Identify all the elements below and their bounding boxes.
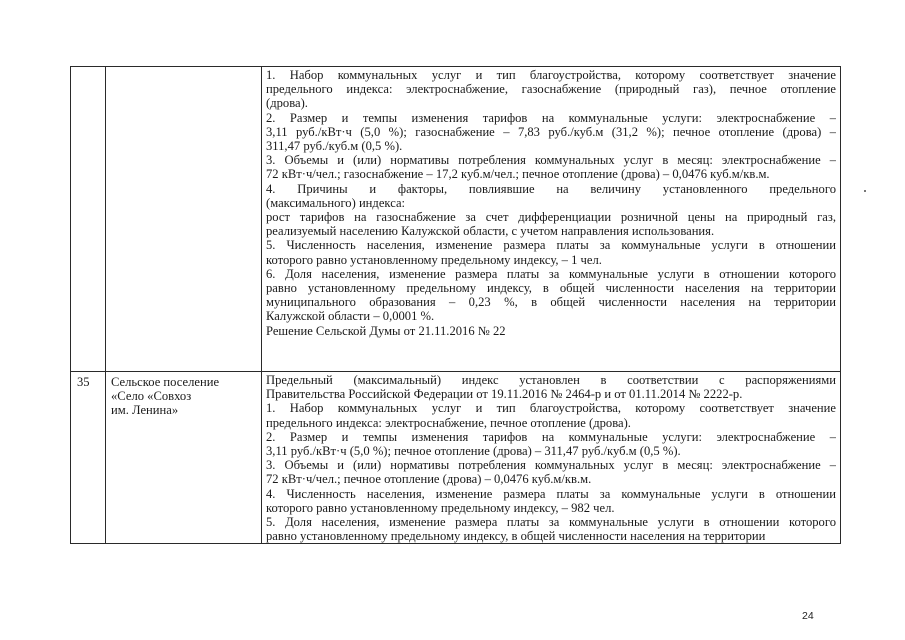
page-number: 24 xyxy=(802,610,814,622)
paragraph-line: 72 кВт·ч/чел.; газоснабжение – 17,2 куб.м/чел.; печное отопление (дрова) – 0,0476 куб.м/кв.м. xyxy=(266,167,770,182)
paragraph-line: 3,11 руб./кВт·ч (5,0 %); газоснабжение – 7,83 руб./куб.м (31,2 %); печное отопление (дрова) – xyxy=(266,124,836,139)
settlement-cell xyxy=(106,372,262,544)
paragraph-line: 72 кВт·ч/чел.; печное отопление (дрова) – 0,0476 куб.м/кв.м. xyxy=(266,472,592,487)
paragraph xyxy=(266,373,836,401)
paragraph-line: которого равно установленному предельному индексу, – 1 чел. xyxy=(266,252,602,267)
content-text xyxy=(266,68,836,338)
paragraph-line: 311,47 руб./куб.м (0,5 %). xyxy=(266,139,403,154)
paragraph xyxy=(266,153,836,181)
row-number: 35 xyxy=(77,375,90,389)
paragraph-line: реализуемый населению Калужской области, с учетом направления использования. xyxy=(266,224,715,239)
content-text xyxy=(266,373,836,543)
paragraph xyxy=(266,238,836,266)
paragraph xyxy=(266,324,836,338)
settlement-line: им. Ленина» xyxy=(111,403,179,418)
settlement-line: «Село «Совхоз xyxy=(111,389,192,404)
paragraph-line: 3,11 руб./кВт·ч (5,0 %); печное отопление (дрова) – 311,47 руб./куб.м (0,5 %). xyxy=(266,444,681,459)
row-number-cell xyxy=(71,67,106,372)
paragraph-line: равно установленному предельному индексу, в общей численности населения на территории xyxy=(266,529,766,544)
paragraph-line: 5. Доля населения, изменение размера платы за коммунальные услуги в отношении которого xyxy=(266,515,836,530)
table-row xyxy=(71,67,841,372)
content-cell xyxy=(262,67,841,372)
municipal-index-table xyxy=(70,66,841,544)
paragraph xyxy=(266,267,836,324)
paragraph-line: 5. Численность населения, изменение размера платы за коммунальные услуги в отношении xyxy=(266,238,836,253)
paragraph xyxy=(266,458,836,486)
paragraph-line: рост тарифов на газоснабжение за счет дифференциации розничной цены на природный газ, xyxy=(266,210,836,225)
paragraph xyxy=(266,430,836,458)
paragraph xyxy=(266,68,836,111)
paragraph-line: Предельный (максимальный) индекс установлен в соответствии с распоряжениями xyxy=(266,373,836,387)
paragraph-line: (максимального) индекса: xyxy=(266,195,406,210)
paragraph-line: 2. Размер и темпы изменения тарифов на коммунальные услуги: электроснабжение – xyxy=(266,110,836,125)
paragraph-line: муниципального образования – 0,23 %, в общей численности населения на территории xyxy=(266,295,836,310)
table-row xyxy=(71,372,841,544)
paragraph-line: (дрова). xyxy=(266,96,308,111)
settlement-cell xyxy=(106,67,262,372)
paragraph-line: которого равно установленному предельному индексу, – 982 чел. xyxy=(266,500,615,515)
paragraph-line: 3. Объемы и (или) нормативы потребления коммунальных услуг в месяц: электроснабжение – xyxy=(266,458,836,473)
paragraph-line: Решение Сельской Думы от 21.11.2016 № 22 xyxy=(266,323,506,338)
paragraph-line: 1. Набор коммунальных услуг и тип благоустройства, которому соответствует значение xyxy=(266,68,836,82)
paragraph-line: 1. Набор коммунальных услуг и тип благоустройства, которому соответствует значение xyxy=(266,401,836,416)
content-cell xyxy=(262,372,841,544)
row-number-cell xyxy=(71,372,106,544)
paragraph xyxy=(266,111,836,154)
paragraph xyxy=(266,515,836,543)
paragraph-line: 4. Численность населения, изменение размера платы за коммунальные услуги в отношении xyxy=(266,486,836,501)
paragraph-line: 6. Доля населения, изменение размера платы за коммунальные услуги в отношении которого xyxy=(266,266,836,281)
settlement-name xyxy=(111,375,261,418)
paragraph-line: равно установленному предельному индексу, в общей численности населения на территории xyxy=(266,281,836,296)
paragraph-line: 2. Размер и темпы изменения тарифов на коммунальные услуги: электроснабжение – xyxy=(266,429,836,444)
paragraph-line: предельного индекса: электроснабжение, газоснабжение (природный газ), печное отопление xyxy=(266,82,836,97)
paragraph-line: Правительства Российской Федерации от 19.11.2016 № 2464-р и от 01.11.2014 № 2222-р. xyxy=(266,387,743,402)
paragraph-line: предельного индекса: электроснабжение, печное отопление (дрова). xyxy=(266,415,631,430)
paragraph xyxy=(266,487,836,515)
paragraph-line: 4. Причины и факторы, повлиявшие на величину установленного предельного xyxy=(266,181,836,196)
paragraph-line: Калужской области – 0,0001 %. xyxy=(266,309,435,324)
paragraph xyxy=(266,182,836,210)
paragraph-line: 3. Объемы и (или) нормативы потребления коммунальных услуг в месяц: электроснабжение – xyxy=(266,153,836,168)
settlement-line: Сельское поселение xyxy=(111,375,220,389)
paragraph xyxy=(266,210,836,238)
scan-speck xyxy=(864,190,866,192)
paragraph xyxy=(266,401,836,429)
